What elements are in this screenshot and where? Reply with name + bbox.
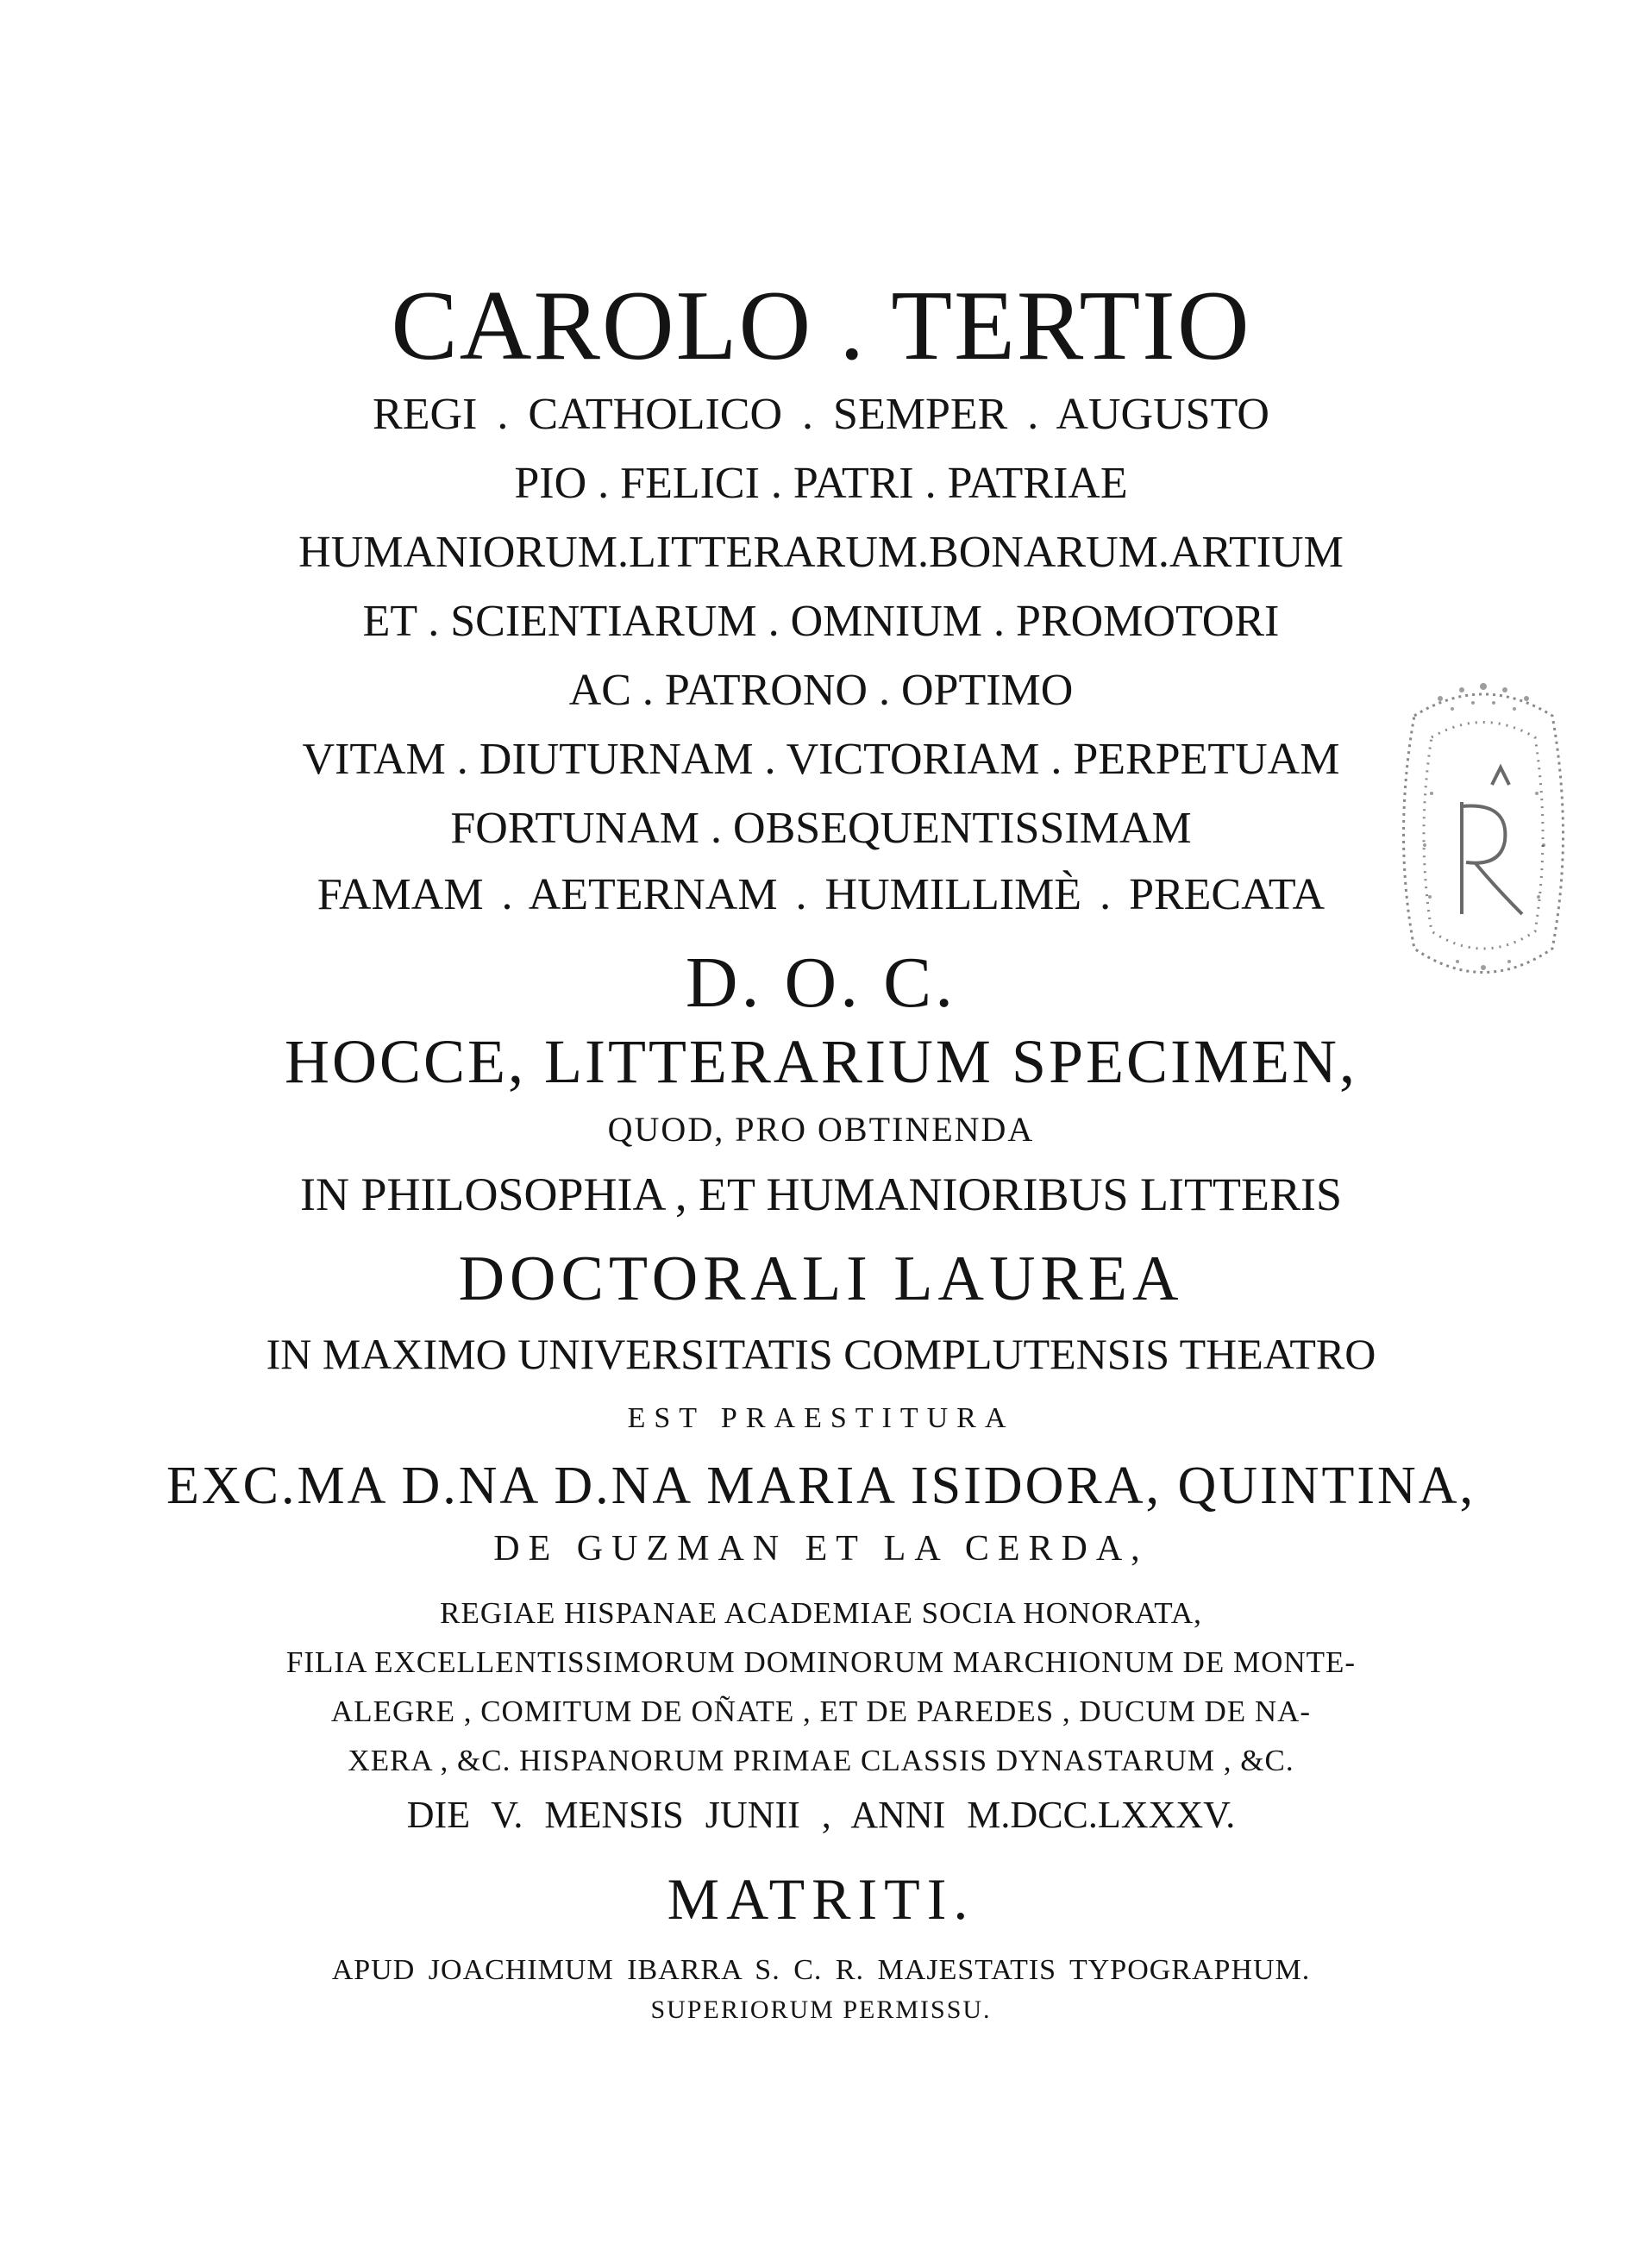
quod-line: QUOD, PRO OBTINENDA: [607, 1110, 1035, 1149]
library-stamp-icon: [1380, 664, 1587, 1009]
credentials-line-3: ALEGRE , COMITUM DE OÑATE , ET DE PAREDES , DUCUM DE NA-: [330, 1695, 1312, 1728]
praestitura-line: EST PRAESTITURA: [627, 1402, 1015, 1434]
credentials-line-2: FILIA EXCELLENTISSIMORUM DOMINORUM MARCHIONUM DE MONTE-: [285, 1645, 1357, 1679]
dedicatee-heading: CAROLO . TERTIO: [391, 271, 1251, 381]
credentials-line-1: REGIAE HISPANAE ACADEMIAE SOCIA HONORATA,: [440, 1596, 1202, 1630]
dedication-line-2: PIO . FELICI . PATRI . PATRIAE: [514, 459, 1128, 508]
dedication-line-6: VITAM . DIUTURNAM . VICTORIAM . PERPETUAM: [302, 735, 1340, 784]
dedication-line-4: ET . SCIENTIARUM . OMNIUM . PROMOTORI: [362, 597, 1280, 646]
specimen-heading: HOCCE, LITTERARIUM SPECIMEN,: [284, 1027, 1357, 1096]
doc-abbreviation: D. O. C.: [685, 943, 957, 1023]
dedication-line-3: HUMANIORUM.LITTERARUM.BONARUM.ARTIUM: [298, 528, 1344, 577]
philosophia-line: IN PHILOSOPHIA , ET HUMANIORIBUS LITTERIS: [299, 1168, 1342, 1220]
place-heading: MATRITI.: [667, 1866, 975, 1932]
dedication-line-8: FAMAM . AETERNAM . HUMILLIMÈ . PRECATA: [316, 870, 1326, 919]
permission-line: SUPERIORUM PERMISSU.: [650, 1995, 992, 2024]
dedication-line-1: REGI . CATHOLICO . SEMPER . AUGUSTO: [373, 390, 1269, 439]
author-surname: DE GUZMAN ET LA CERDA,: [493, 1529, 1149, 1569]
printer-line: APUD JOACHIMUM IBARRA S. C. R. MAJESTATIS TYPOGRAPHUM.: [331, 1954, 1311, 1986]
dedication-line-5: AC . PATRONO . OPTIMO: [568, 666, 1074, 715]
doctorali-heading: DOCTORALI LAUREA: [458, 1244, 1184, 1314]
credentials-line-4: XERA , &C. HISPANORUM PRIMAE CLASSIS DYNASTARUM , &C.: [348, 1744, 1294, 1777]
dedication-line-7: FORTUNAM . OBSEQUENTISSIMAM: [450, 804, 1192, 853]
author-name: EXC.MA D.NA D.NA MARIA ISIDORA, QUINTINA,: [166, 1457, 1476, 1515]
maximo-line: IN MAXIMO UNIVERSITATIS COMPLUTENSIS THEATRO: [266, 1330, 1376, 1378]
date-line: DIE V. MENSIS JUNII , ANNI M.DCC.LXXXV.: [406, 1794, 1236, 1836]
